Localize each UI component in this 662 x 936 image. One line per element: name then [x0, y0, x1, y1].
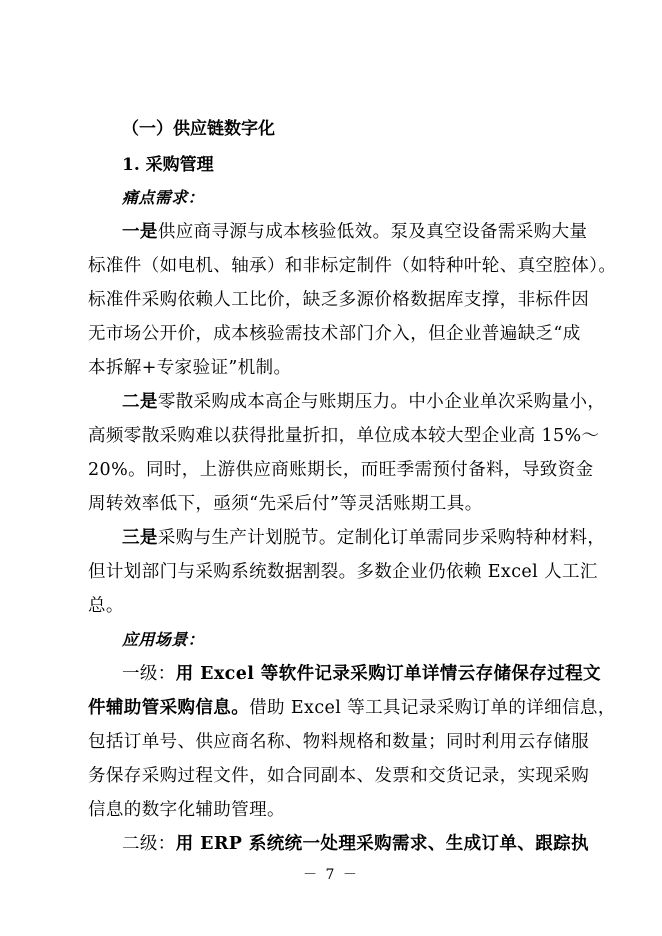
- paragraph-line: 总。: [88, 596, 124, 616]
- paragraph-line: 一是供应商寻源与成本核验低效。泵及真空设备需采购大量: [122, 222, 588, 242]
- item-lead: 一是: [122, 222, 158, 242]
- level2-bold: 用 ERP 系统统一处理采购需求、生成订单、跟踪执: [175, 834, 589, 854]
- paragraph-line: [122, 832, 589, 856]
- item-lead: 二是: [122, 392, 158, 412]
- level1-label: 一级：: [122, 664, 176, 684]
- paragraph-line: 标准件（如电机、轴承）和非标定制件（如特种叶轮、真空腔体）。: [88, 256, 617, 276]
- paragraph-line: 标准件采购依赖人工比价，缺乏多源价格数据库支撑，非标件因: [88, 290, 590, 310]
- pain-points-heading: 痛点需求：: [122, 188, 205, 207]
- paragraph-line: 无市场公开价，成本核验需技术部门介入，但企业普遍缺乏“成: [88, 324, 581, 344]
- paragraph-line: 包括订单号、供应商名称、物料规格和数量；同时利用云存储服: [88, 732, 590, 752]
- paragraph-line: 20%。同时，上游供应商账期长，而旺季需预付备料，导致资金: [88, 460, 594, 480]
- subsection-title: 1. 采购管理: [122, 155, 214, 175]
- paragraph-line: 务保存采购过程文件，如合同副本、发票和交货记录，实现采购: [88, 766, 590, 786]
- paragraph-line: 高频零散采购难以获得批量折扣，单位成本较大型企业高 15%～: [88, 426, 600, 446]
- section-title: （一）供应链数字化: [122, 119, 275, 139]
- level1-bold: 用 Excel 等软件记录采购订单详情云存储保存过程文: [175, 664, 601, 684]
- item-lead: 三是: [122, 528, 158, 548]
- paragraph-line: 三是采购与生产计划脱节。定制化订单需同步采购特种材料，: [122, 528, 606, 548]
- paragraph-line: 二是零散采购成本高企与账期压力。中小企业单次采购量小，: [122, 392, 606, 412]
- paragraph-line: 但计划部门与采购系统数据割裂。多数企业仍依赖 Excel 人工汇: [88, 562, 598, 582]
- paragraph-line: 周转效率低下，亟须“先采后付”等灵活账期工具。: [88, 494, 483, 514]
- paragraph-line: 本拆解+专家验证”机制。: [88, 358, 292, 378]
- paragraph-line: 信息的数字化辅助管理。: [88, 800, 285, 820]
- page-number: － 7 －: [303, 867, 359, 883]
- paragraph-line: [122, 662, 601, 686]
- paragraph-line: 件辅助管采购信息。借助 Excel 等工具记录采购订单的详细信息，: [88, 698, 616, 718]
- scenarios-heading: 应用场景：: [122, 630, 205, 649]
- level2-label: 二级：: [122, 834, 176, 854]
